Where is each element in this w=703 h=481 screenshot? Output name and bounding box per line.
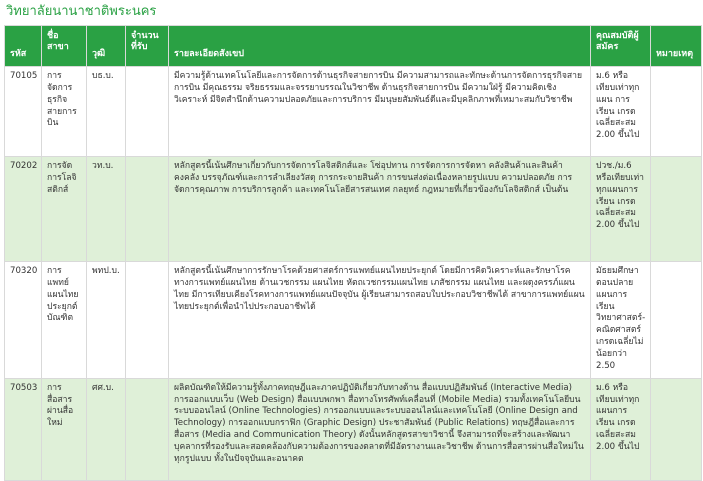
- cell-name: การจัดการธุรกิจสายการบิน: [42, 67, 87, 157]
- header-seats: จำนวนที่รับ: [126, 26, 169, 67]
- cell-name: การแพทย์แผนไทยประยุกต์บัณฑิต: [42, 262, 87, 379]
- cell-code: 70202: [5, 157, 42, 262]
- cell-details: ผลิตบัณฑิตให้มีความรู้ทั้งภาคทฤษฎีและภาคปฏิบัติเกี่ยวกับทางด้าน สื่อแบบปฏิสัมพันธ์ (Interactive Media) การออกแบบเว็บ (Web Design) สื่อแบบพกพา สื่อทางโทรศัพท์เคลื่อนที่ (Mobile Media) รวมทั้งเทคโนโลยีบนระบบออนไลน์ (Online Technologies) การออกแบบและระบบออนไลน์และเทคโนโลยี (Online Design and Technology) การออกแบบกราฟิก (Graphic Design) ประชาสัมพันธ์ (Public Relations) ทฤษฎีสื่อและการสื่อสาร (Media and Communication Theory) ดังนั้นหลักสูตรสาขาวิชานี้ จึงสามารถที่จะสร้างและพัฒนาบุคลากรที่รองรับและสอดคล้องกับความต้องการของตลาดที่มีอัตรางานและวิชาชีพ ด้านการสื่อสารผ่านสื่อใหม่ในทุกรูปแบบ ทั้งในปัจจุบันและอนาคต: [169, 378, 591, 480]
- header-details: รายละเอียดสังเขป: [169, 26, 591, 67]
- cell-qualifications: มัธยมศึกษาตอนปลายแผนการเรียนวิทยาศาสตร์-คณิตศาสตร์ เกรดเฉลี่ยไม่น้อยกว่า 2.50: [591, 262, 651, 379]
- cell-degree: ศศ.บ.: [87, 378, 126, 480]
- cell-details: หลักสูตรนี้เน้นศึกษาการรักษาโรคด้วยศาสตร์การแพทย์แผนไทยประยุกต์ โดยมีการคิดวิเคราะห์และรักษาโรคทางการแพทย์แผนไทย ด้านเวชกรรม แผนไทย หัตถเวชกรรมแผนไทย เภสัชกรรม แผนไทย และผดุงครรภ์แผนไทย มีการเทียบเคียงโรคทางการแพทย์แผนปัจจุบัน ผู้เรียนสามารถสอบใบประกอบวิชาชีพได้ สาขาการแพทย์แผนไทยประยุกต์เพื่อนำไปประกอบอาชีพได้: [169, 262, 591, 379]
- cell-details: หลักสูตรนี้เน้นศึกษาเกี่ยวกับการจัดการโลจิสติกส์และ โซ่อุปทาน การจัดการการจัดหา คลังสินค้าและสินค้าคงคลัง บรรจุภัณฑ์และการลำเลียงวัสดุ การกระจายสินค้า การขนส่งต่อเนื่องหลายรูปแบบ ความปลอดภัย การจัดการคุณภาพ การบริการลูกค้า และเทคโนโลยีสารสนเทศ กลยุทธ์ กฎหมายที่เกี่ยวข้องกับโลจิสติกส์ เป็นต้น: [169, 157, 591, 262]
- header-name: ชื่อ สาขา: [42, 26, 87, 67]
- table-header-row: [5, 26, 702, 67]
- header-code: รหัส: [5, 26, 42, 67]
- cell-qualifications: ม.6 หรือเทียบเท่าทุกแผน การเรียน เกรดเฉลี่ยสะสม 2.00 ขึ้นไป: [591, 67, 651, 157]
- cell-seats: [126, 378, 169, 480]
- cell-note: [651, 262, 702, 379]
- header-qualifications: คุณสมบัติผู้สมัคร: [591, 26, 651, 67]
- cell-note: [651, 67, 702, 157]
- cell-name: การจัดการโลจิสติกส์: [42, 157, 87, 262]
- cell-qualifications: ม.6 หรือเทียบเท่าทุกแผนการเรียน เกรดเฉลี่ยสะสม 2.00 ขึ้นไป: [591, 378, 651, 480]
- header-degree: วุฒิ: [87, 26, 126, 67]
- header-note: หมายเหตุ: [651, 26, 702, 67]
- cell-seats: [126, 262, 169, 379]
- cell-details: มีความรู้ด้านเทคโนโลยีและการจัดการด้านธุรกิจสายการบิน มีความสามารถและทักษะด้านการจัดการธุรกิจสายการบิน มีคุณธรรม จริยธรรมและจรรยาบรรณในวิชาชีพ ด้านธุรกิจสายการบิน มีความใฝ่รู้ มีความคิดเชิงวิเคราะห์ มีจิตสำนึกด้านความปลอดภัยและการบริการ มีมนุษยสัมพันธ์ดีและมีบุคลิกภาพที่เหมาะสมกับวิชาชีพ: [169, 67, 591, 157]
- cell-note: [651, 157, 702, 262]
- cell-seats: [126, 157, 169, 262]
- cell-degree: วท.บ.: [87, 157, 126, 262]
- table-row: [5, 67, 702, 157]
- cell-code: 70503: [5, 378, 42, 480]
- table-row: [5, 378, 702, 480]
- cell-seats: [126, 67, 169, 157]
- table-row: [5, 262, 702, 379]
- cell-qualifications: ปวช./ม.6 หรือเทียบเท่าทุกแผนการเรียน เกรดเฉลี่ยสะสม 2.00 ขึ้นไป: [591, 157, 651, 262]
- table-row: [5, 157, 702, 262]
- page-title: วิทยาลัยนานาชาติพระนคร: [6, 4, 157, 19]
- cell-degree: พทป.บ.: [87, 262, 126, 379]
- program-table: [4, 25, 702, 481]
- cell-code: 70105: [5, 67, 42, 157]
- cell-name: การสื่อสารผ่านสื่อใหม่: [42, 378, 87, 480]
- cell-degree: บธ.บ.: [87, 67, 126, 157]
- cell-code: 70320: [5, 262, 42, 379]
- cell-note: [651, 378, 702, 480]
